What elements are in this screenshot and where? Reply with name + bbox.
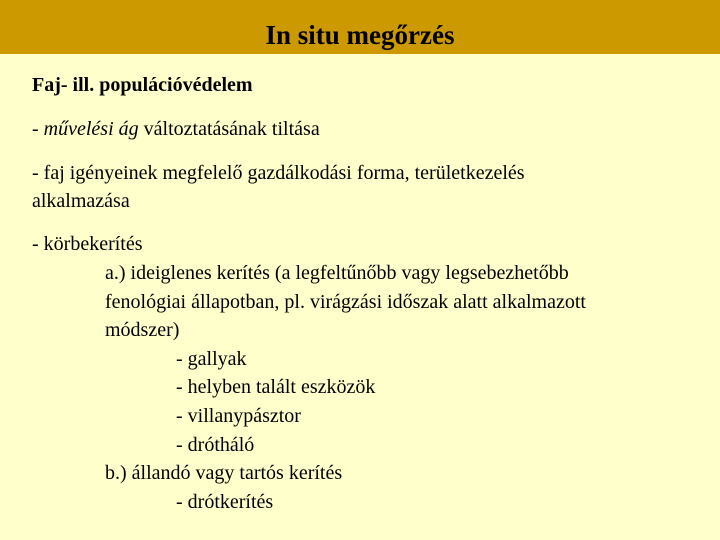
sub-sub-item: - villanypásztor [176,405,301,427]
sub-item-a-line-1: a.) ideiglenes kerítés (a legfeltűnőbb vagy legsebezhetőbb [105,262,569,284]
sub-item-b: b.) állandó vagy tartós kerítés [105,462,343,484]
sub-sub-item: - drótkerítés [176,491,274,513]
bullet-item-2-line-1: - faj igényeinek megfelelő gazdálkodási forma, területkezelés [32,162,525,184]
sub-sub-item: - drótháló [176,434,255,456]
sub-sub-item: - gallyak [176,348,247,370]
sub-item-a-line-3: módszer) [105,319,180,341]
bullet-item-3: - körbekerítés [32,233,143,255]
emphasized-term: művelési ág [43,118,139,140]
section-heading: Faj- ill. populációvédelem [32,74,253,96]
slide-title: In situ megőrzés [265,20,455,50]
sub-sub-item: - helyben talált eszközök [176,376,376,398]
bullet-item-2-line-2: alkalmazása [32,190,130,212]
bullet-text: változtatásának tiltása [138,118,320,140]
sub-item-a-line-2: fenológiai állapotban, pl. virágzási időszak alatt alkalmazott [105,291,586,313]
bullet-item-1 [32,115,320,144]
bullet-prefix: - [32,118,44,140]
